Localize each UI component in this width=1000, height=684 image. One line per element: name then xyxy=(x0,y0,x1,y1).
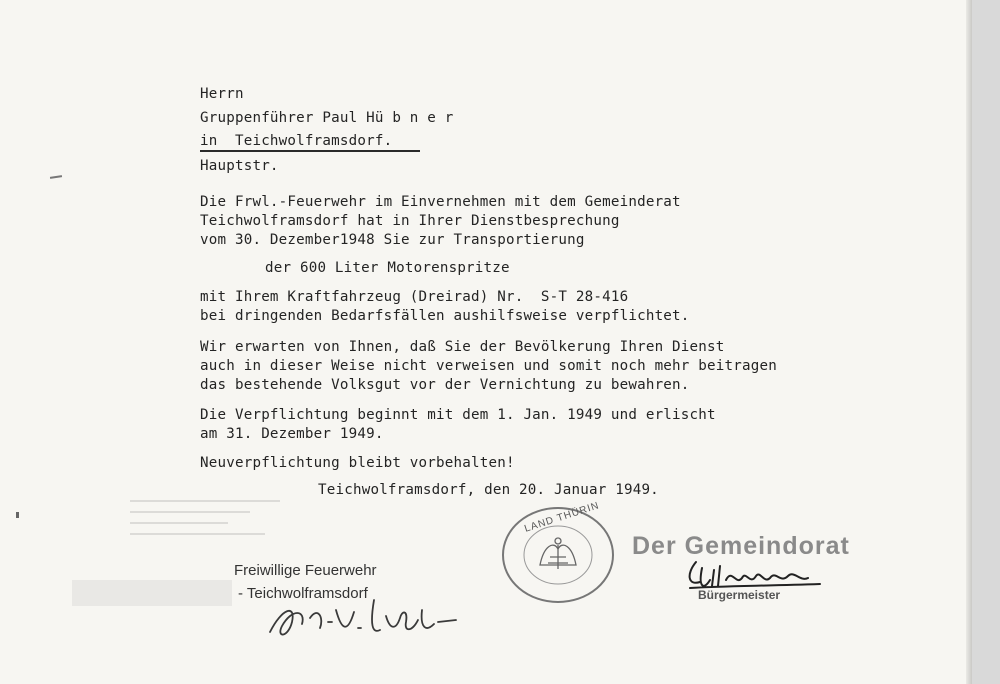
para1-line1: Die Frwl.-Feuerwehr im Einvernehmen mit dem Gemeinderat xyxy=(200,194,681,210)
centered-line: der 600 Liter Motorenspritze xyxy=(265,260,510,276)
place-underline xyxy=(200,150,420,152)
date-line: Teichwolframsdorf, den 20. Januar 1949. xyxy=(318,482,659,498)
para3-line2: auch in dieser Weise nicht verweisen und somit noch mehr beitragen xyxy=(200,358,777,374)
recipient-street: Hauptstr. xyxy=(200,158,279,174)
para2-line1: mit Ihrem Kraftfahrzeug (Dreirad) Nr. S-T 28-416 xyxy=(200,289,629,305)
salutation: Herrn xyxy=(200,86,244,102)
seal-emblem-icon xyxy=(540,538,576,569)
recipient-name: Gruppenführer Paul Hü b n e r xyxy=(200,110,454,126)
para3-line3: das bestehende Volksgut vor der Vernichtung zu bewahren. xyxy=(200,377,690,393)
mayor-stamp: Bürgermeister xyxy=(698,588,781,602)
seal-text: LAND THÜRIN xyxy=(523,500,601,535)
bleed-through-marks xyxy=(130,500,280,544)
margin-dot xyxy=(16,512,19,518)
para4-line2: am 31. Dezember 1949. xyxy=(200,426,384,442)
para1-line2: Teichwolframsdorf hat in Ihrer Dienstbesprechung xyxy=(200,213,620,229)
fire-brigade-stamp-line1: Freiwillige Feuerwehr xyxy=(234,562,377,579)
faded-stamp-block xyxy=(72,580,232,606)
para1-line3: vom 30. Dezember1948 Sie zur Transportierung xyxy=(200,232,585,248)
para4-line1: Die Verpflichtung beginnt mit dem 1. Jan. 1949 und erlischt xyxy=(200,407,716,423)
closing-line: Neuverpflichtung bleibt vorbehalten! xyxy=(200,455,515,471)
para2-line2: bei dringenden Bedarfsfällen aushilfsweise verpflichtet. xyxy=(200,308,690,324)
signature-left xyxy=(262,588,472,644)
council-stamp: Der Gemeindorat xyxy=(632,532,850,560)
para3-line1: Wir erwarten von Ihnen, daß Sie der Bevölkerung Ihren Dienst xyxy=(200,339,725,355)
margin-mark xyxy=(50,175,62,179)
recipient-place: in Teichwolframsdorf. xyxy=(200,133,393,149)
fire-brigade-stamp-line2: - Teichwolframsdorf xyxy=(238,585,368,602)
